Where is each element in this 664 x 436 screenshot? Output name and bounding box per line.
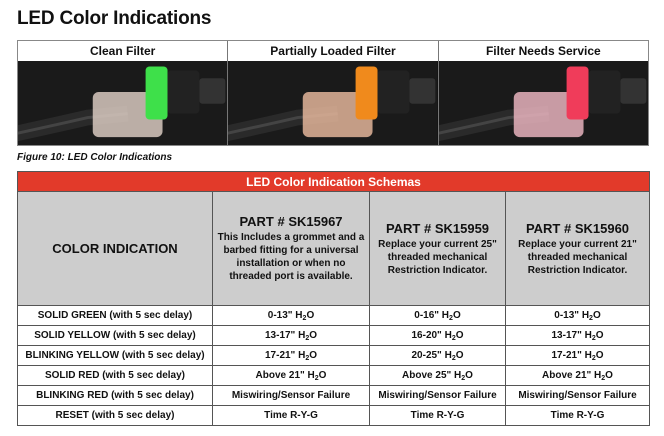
table-row: [18, 346, 650, 366]
cell-subscript: 2: [305, 354, 310, 362]
cell-subscript: 2: [601, 374, 606, 382]
table-cell: [370, 306, 506, 326]
cell-subscript: 2: [314, 374, 319, 382]
cell-value: Miswiring/Sensor Failure: [231, 390, 351, 401]
table-row: [18, 326, 650, 346]
cell-unit: O: [595, 349, 604, 361]
photo-needs-service: [439, 41, 648, 145]
cell-value: 13-17" H: [264, 329, 306, 341]
figure-photos: [17, 40, 649, 146]
part-number: PART # SK15959: [385, 220, 490, 236]
cell-unit: O: [455, 349, 464, 361]
cell-subscript: 2: [302, 314, 307, 322]
part-number: PART # SK15960: [525, 220, 630, 236]
cell-value: 20-25" H: [411, 349, 452, 361]
cell-subscript: 2: [451, 334, 456, 342]
color-indication-header: COLOR INDICATION: [18, 192, 213, 306]
part-header: [370, 192, 506, 306]
cell-value: Time R-Y-G: [550, 410, 605, 421]
cell-subscript: 2: [449, 314, 453, 322]
cell-unit: O: [309, 329, 317, 341]
figure-label: Partially Loaded Filter: [228, 41, 437, 61]
cell-unit: O: [306, 309, 315, 321]
table-cell: [370, 406, 506, 426]
row-label: SOLID YELLOW (with 5 sec delay): [18, 326, 213, 346]
table-cell: [506, 406, 650, 426]
cell-unit: O: [605, 369, 613, 381]
table-cell: [506, 366, 650, 386]
table-cell: [370, 326, 506, 346]
cell-value: 16-20" H: [411, 329, 452, 341]
part-description: Replace your current 21" threaded mechanical Restriction Indicator.: [518, 238, 637, 276]
cell-subscript: 2: [591, 334, 596, 342]
cell-value: 13-17" H: [551, 329, 592, 341]
cell-subscript: 2: [591, 354, 596, 362]
cell-subscript: 2: [305, 334, 310, 342]
cell-unit: O: [452, 309, 461, 321]
table-row: [18, 366, 650, 386]
row-label: SOLID GREEN (with 5 sec delay): [18, 306, 213, 326]
part-header: [506, 192, 650, 306]
table-cell: [370, 366, 506, 386]
table-row: [18, 406, 650, 426]
cell-value: 0-16" H: [414, 309, 450, 321]
cell-value: Above 21" H: [255, 369, 315, 381]
row-label: RESET (with 5 sec delay): [18, 406, 213, 426]
table-cell: [213, 406, 370, 426]
figure-label: Filter Needs Service: [439, 41, 648, 61]
cell-subscript: 2: [461, 374, 466, 382]
cell-value: 0-13" H: [267, 309, 303, 321]
cell-subscript: 2: [451, 354, 456, 362]
part-header: [213, 192, 370, 306]
table-row: [18, 386, 650, 406]
cell-value: Miswiring/Sensor Failure: [518, 390, 637, 401]
led-indicator: [146, 67, 168, 120]
table-row: [18, 306, 650, 326]
table-cell: [213, 326, 370, 346]
table-cell: [213, 366, 370, 386]
cell-value: 17-21" H: [264, 349, 306, 361]
table-banner: LED Color Indication Schemas: [18, 172, 650, 192]
table-cell: [506, 346, 650, 366]
cell-value: 0-13" H: [554, 309, 590, 321]
led-schema-table: [17, 171, 650, 426]
cell-unit: O: [592, 309, 601, 321]
cell-unit: O: [595, 329, 604, 341]
row-label: BLINKING RED (with 5 sec delay): [18, 386, 213, 406]
led-indicator: [566, 67, 588, 120]
cell-unit: O: [318, 369, 327, 381]
table-cell: [506, 306, 650, 326]
figure-label: Clean Filter: [18, 41, 227, 61]
cell-value: Time R-Y-G: [264, 410, 318, 421]
cell-subscript: 2: [589, 314, 593, 322]
photo-clean-filter: [18, 41, 228, 145]
cell-unit: O: [455, 329, 464, 341]
table-cell: [370, 346, 506, 366]
table-cell: [370, 386, 506, 406]
cell-value: Above 21" H: [542, 369, 602, 381]
part-description: This Includes a grommet and a barbed fitting for a universal installation or when no threaded port is available.: [217, 232, 365, 282]
photo-partially-loaded: [228, 41, 438, 145]
page-title: LED Color Indications: [17, 8, 212, 29]
cell-value: Above 25" H: [402, 369, 462, 381]
cell-unit: O: [465, 369, 473, 381]
cell-unit: O: [309, 349, 317, 361]
table-cell: [213, 346, 370, 366]
row-label: BLINKING YELLOW (with 5 sec delay): [18, 346, 213, 366]
table-cell: [506, 326, 650, 346]
figure-caption: Figure 10: LED Color Indications: [17, 152, 173, 163]
part-description: Replace your current 25" threaded mechanical Restriction Indicator.: [378, 238, 497, 276]
table-cell: [506, 386, 650, 406]
table-cell: [213, 386, 370, 406]
cell-value: Miswiring/Sensor Failure: [378, 390, 497, 401]
part-number: PART # SK15967: [239, 214, 343, 229]
cell-value: Time R-Y-G: [410, 410, 465, 421]
table-cell: [213, 306, 370, 326]
led-indicator: [356, 67, 378, 120]
cell-value: 17-21" H: [551, 349, 592, 361]
row-label: SOLID RED (with 5 sec delay): [18, 366, 213, 386]
